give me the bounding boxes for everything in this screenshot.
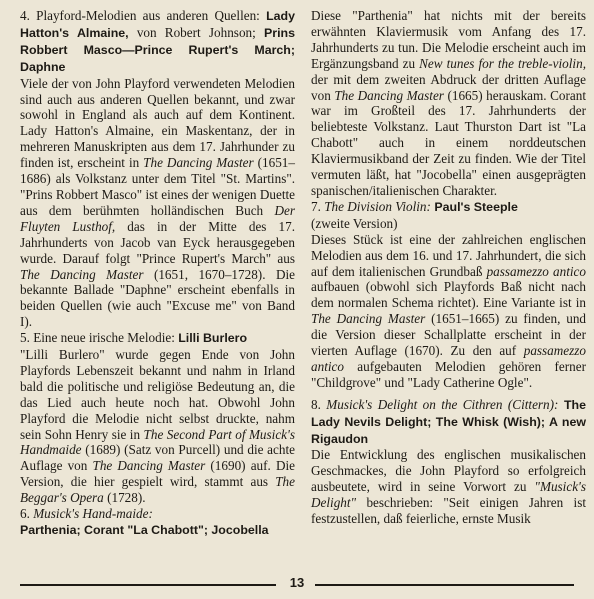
section-7-number: 7. [311,198,325,214]
left-column [20,8,295,539]
section-8-number: 8. [311,396,327,412]
section-5-heading: 5. Eine neue irische Melodie: [20,330,179,346]
section-8-heading: Musick's Delight on the Cithren (Cittern): [326,396,559,412]
section-4-heading: 4. Playford-Melodien aus anderen Quellen: [20,8,260,23]
section-8-title: The Lady Nevils Delight; The Whisk (Wish); A new Rigaudon [311,397,586,446]
section-5-body: "Lilli Burlero" wurde gegen Ende von John Playfords Lebenszeit bekannt und nahm in Irland bald die politische und religiöse Bedeutung an, die das Lied auch heute noch hat. Obwohl John Playford die Melodie nicht selbst druckte, nahm sein Sohn Henry sie in The Second Part of Musick's Handmaide (1689) (Satz von Purcell) und die achte Auflage von The Dancing Master (1690) auf. Die Version, die hier gespielt wird, stammt aus The Beggar's Opera (1728). [20,347,295,506]
section-6-body: Diese "Parthenia" hat nichts mit der bereits erwähnten Klaviermusik vom Anfang des 17. Jahrhunderts zu tun. Die Melodie erscheint auch im Ergänzungsband zu New tunes for the treble-violin, der mit dem zweiten Abdruck der dritten Auflage von The Dancing Master (1665) herauskam. Corant war im Großteil des 17. Jahrhunderts der beliebteste Volkstanz. Laut Thurston Dart ist "La Chabott" auch in einem norddeutschen Klaviermusikband der Zeit zu finden. Wie der Titel vermuten läßt, hat "Jocobella" einen ausgeprägten spanischen/italienischen Charakter. [311,8,586,198]
section-4-body: Viele der von John Playford verwendeten Melodien sind auch aus anderen Quellen bekannt, und zwar sowohl in England als auch auf dem Kontinent. Lady Hatton's Almaine, ein Maskentanz, der in mehreren Manuskripten aus dem 17. Jahrhunder zu finden ist, erscheint in The Dancing Master (1651–1686) als Volkstanz unter dem Titel "St. Martins". "Prins Robbert Masco" ist eines der wenigen Duette aus dem berühmten holländischen Buch Der Fluyten Lusthof, das in der Mitte des 17. Jahrhunderts von Jacob van Eyck herausgegeben wurde. Darauf folgt "Prince Rupert's March" aus The Dancing Master (1651, 1670–1728). Die bekannte Ballade "Daphne" erscheint ebenfalls in beiden Quellen (wie auch "Excuse me" von Band I). [20,75,295,330]
section-7-body: Dieses Stück ist eine der zahlreichen englischen Melodien aus dem 16. und 17. Jahrhundert, die sich auf dem italienischen Grundbaß passamezzo antico aufbauen (obwohl sich Playfords Baß nicht nach dem normalen Schema richtet). Eine Variante ist in The Dancing Master (1651–1665) zu finden, und die Version dieser Schallplatte erscheint in der vierten Auflage (1670). Zu den auf passamezzo antico aufgebauten Melodien gehören ferner "Childgrove" und "Lady Catherine Ogle". [311,231,587,390]
section-4-composer: von Robert Johnson; [128,24,264,40]
section-6-heading: Musick's Hand-maide: [33,506,153,522]
section-7-heading: The Division Violin: [324,198,431,214]
section-4-title-2: Prins Robbert Masco—Prince Rupert's March; Daphne [20,25,295,74]
section-4 [20,8,295,76]
section-8-body: Die Entwicklung des englischen musikalischen Geschmackes, die John Playford so erfolgreich ausbeutete, wird in seine Vorwort zu "Musick's Delight" beschrieben: "Seit einigen Jahren ist festzustellen, daß feierliche, ernste Musik [311,447,586,527]
section-4-title-1: Lady Hatton's Almaine, [20,9,296,40]
section-7-subtitle: (zweite Version) [311,215,398,231]
page-footer [20,577,574,591]
section-5-title: Lilli Burlero [178,331,248,346]
section-5 [20,330,295,347]
page-number: 13 [289,575,305,590]
section-6 [20,506,295,539]
section-8 [311,397,586,448]
section-7-title: Paul's Steeple [430,199,518,214]
footer-rule-left [20,584,276,586]
section-6-titles: Parthenia; Corant "La Chabott"; Jocobella [20,523,269,537]
right-column [311,8,586,527]
section-6-number: 6. [20,506,34,522]
section-7 [311,199,586,232]
footer-rule-right [315,584,574,586]
